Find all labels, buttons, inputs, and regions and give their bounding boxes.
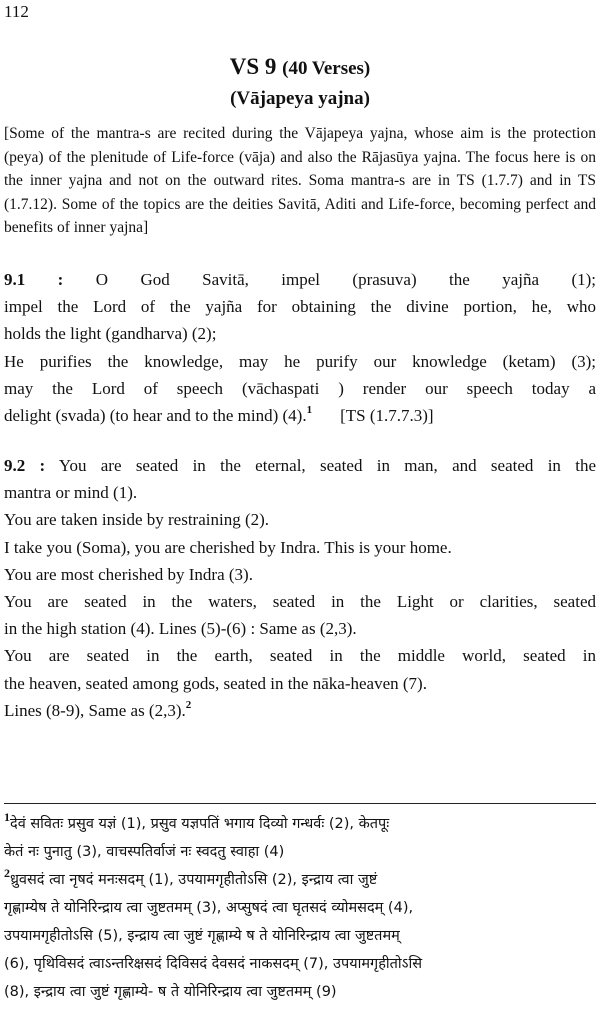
verse-line: may the Lord of speech (vāchaspati ) render our speech today a bbox=[4, 378, 596, 398]
verse-line: You are seated in the waters, seated in the Light or clarities, seated bbox=[4, 592, 596, 612]
footnote-2-line: (6), पृथिविसदं त्वाऽन्तरिक्षसदं दिविसदं देवसदं नाकसदम् (7), उपयामगृहीतोऽसि bbox=[4, 956, 423, 972]
verse-9-1 bbox=[4, 266, 596, 429]
intro-paragraph: [Some of the mantra-s are recited during the Vājapeya yajna, whose aim is the protection (peya) of the plenitude of Life-force (vāja) and also the Rājasūya yajna. The focus here is on the inner yajna and not on the outward rites. Soma mantra-s are in TS (1.7.7) and in TS (1.7.12). Some of the topics are the deities Savitā, Aditi and Life-force, becoming perfect and benefits of inner yajna] bbox=[4, 125, 596, 237]
reference: [TS (1.7.7.3)] bbox=[340, 406, 434, 426]
footnote-marker: 2 bbox=[185, 698, 192, 711]
footnote-1-line: केतं नः पुनातु (3), वाचस्पतिर्वाजं नः स्वदतु स्वाहा (4) bbox=[4, 844, 285, 860]
verse-count: (40 Verses) bbox=[282, 58, 371, 79]
verse-line: I take you (Soma), you are cherished by Indra. This is your home. bbox=[4, 537, 452, 557]
verse-line: impel the Lord of the yajña for obtaining the divine portion, he, who bbox=[4, 297, 596, 317]
verse-line: Lines (8-9), Same as (2,3). bbox=[4, 700, 186, 720]
verse-line: in the high station (4). Lines (5)-(6) : Same as (2,3). bbox=[4, 619, 357, 639]
verse-line: You are seated in the earth, seated in the middle world, seated in bbox=[4, 646, 596, 666]
footnote-2-line: गृह्णाम्येष ते योनिरिन्द्राय त्वा जुष्टतमम् (3), अप्सुषदं त्वा घृतसदं व्योमसदम् (4), bbox=[4, 900, 414, 916]
verse-line: You are most cherished by Indra (3). bbox=[4, 564, 253, 584]
page-subtitle: (Vājapeya yajna) bbox=[230, 88, 370, 109]
verse-line: delight (svada) (to hear and to the mind) (4). bbox=[4, 406, 307, 426]
verse-line: He purifies the knowledge, may he purify our knowledge (ketam) (3); bbox=[4, 351, 596, 371]
footnote-mark: 2 bbox=[4, 866, 10, 880]
footnote-1-line: $^1$देवं सवितः प्रसुव यज्ञं (1), प्रसुव यज्ञपतिं भगाय दिव्यो गन्धर्वः (2), केतपूः bbox=[4, 810, 390, 832]
footnote-2-line: उपयामगृहीतोऽसि (5), इन्द्राय त्वा जुष्टं गृह्णाम्ये ष ते योनिरिन्द्राय त्वा जुष्टतमम् bbox=[4, 928, 400, 944]
footnote-mark: 1 bbox=[4, 810, 10, 824]
verse-line: O God Savitā, impel (prasuva) the yajña (1); bbox=[95, 270, 596, 289]
verse-line: holds the light (gandharva) (2); bbox=[4, 324, 217, 344]
verse-line: mantra or mind (1). bbox=[4, 483, 138, 503]
page-title bbox=[0, 54, 600, 80]
footnote-2-line: $^2$ध्रुवसदं त्वा नृषदं मनःसदम् (1), उपयामगृहीतोऽसि (2), इन्द्राय त्वा जुष्टं bbox=[4, 866, 378, 888]
verse-number: 9.2 : bbox=[4, 456, 46, 475]
verse-line: You are taken inside by restraining (2). bbox=[4, 510, 270, 530]
page-number: 112 bbox=[4, 2, 29, 21]
footnotes bbox=[4, 810, 596, 1006]
verse-number: 9.1 : bbox=[4, 270, 64, 289]
verse-9-2 bbox=[4, 452, 596, 724]
chapter-title: VS 9 bbox=[229, 54, 277, 79]
footnote-marker: 1 bbox=[306, 404, 313, 417]
verse-line: You are seated in the eternal, seated in man, and seated in the bbox=[58, 456, 596, 475]
verse-line: the heaven, seated among gods, seated in the nāka-heaven (7). bbox=[4, 673, 427, 693]
footnote-2-line: (8), इन्द्राय त्वा जुष्टं गृह्णाम्ये- ष ते योनिरिन्द्राय त्वा जुष्टतमम् (9) bbox=[4, 984, 337, 1000]
footnote-divider bbox=[4, 803, 596, 804]
